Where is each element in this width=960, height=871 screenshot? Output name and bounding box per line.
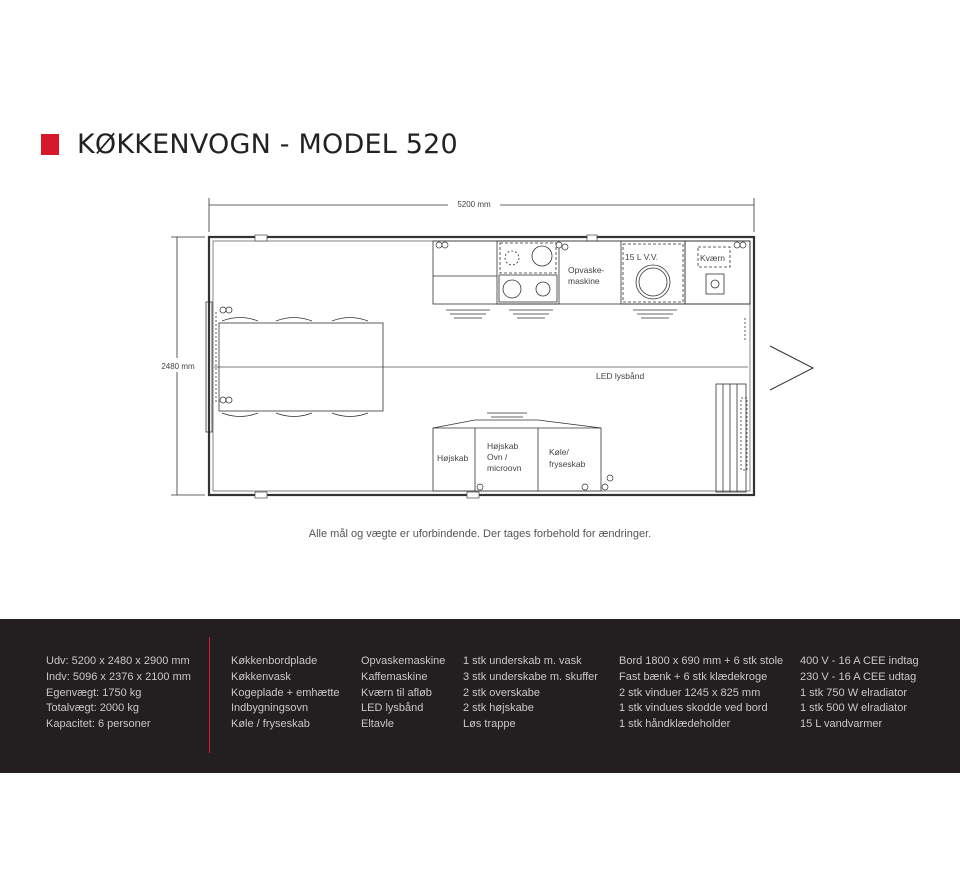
wall-openings [255,235,597,498]
spec-item: 1 stk 500 W elradiator [800,702,907,715]
dishwasher-label-1: Opvaske- [568,265,605,275]
tall-cabinet-label: Højskab [437,453,469,463]
spec-item: 1 stk 750 W elradiator [800,686,907,699]
spec-col-furniture [619,654,783,733]
spec-item: 400 V - 16 A CEE indtag [800,655,919,667]
electric-panel [716,384,747,492]
spec-item: Kaffemaskine [361,670,428,683]
spec-item: Løs trappe [463,718,516,731]
spec-item: Kværn til afløb [361,686,432,699]
spec-item: Opvaskemaskine [361,655,446,667]
width-label: 5200 mm [457,200,491,209]
sink [499,275,557,302]
spec-item: Køkkenvask [231,670,291,683]
spec-item: Indv: 5096 x 2376 x 2100 mm [46,670,191,683]
oven-label-2: Ovn / [487,452,508,462]
fridge-label-1: Køle/ [549,447,569,457]
spec-item: 1 stk håndklædeholder [619,718,731,731]
spec-col-electrical [800,654,919,733]
fridge-label-2: fryseskab [549,459,586,469]
entrance-arrow [770,346,813,390]
spec-col-dimensions [46,654,191,733]
spec-item: 230 V - 16 A CEE udtag [800,670,917,683]
spec-col-equipment [361,654,445,733]
spec-item: LED lysbånd [361,702,424,715]
spec-divider [209,637,210,753]
spec-item: Køle / fryseskab [231,718,310,731]
spec-item: Kapacitet: 6 personer [46,718,151,731]
spec-item: 2 stk vinduer 1245 x 825 mm [619,686,761,699]
spec-item: Egenvægt: 1750 kg [46,686,142,699]
counter-sockets [436,242,746,250]
spec-col-cabinets [463,654,598,733]
water-heater-label: 15 L V.V. [625,252,659,262]
table-sockets [220,307,232,403]
height-label: 2480 mm [161,362,195,371]
spec-item: 2 stk højskabe [463,702,534,715]
bottom-sockets [477,475,613,490]
spec-item: 1 stk vindues skodde ved bord [619,702,768,715]
spec-item: Bord 1800 x 690 mm + 6 stk stole [619,655,784,667]
wall-cabinet-lines [446,310,677,318]
spec-item: 2 stk overskabe [463,686,541,699]
spec-item: Indbygningsovn [231,702,309,715]
page-title: KØKKENVOGN - MODEL 520 [77,128,458,160]
hob [500,243,556,273]
tall-cabinet-top-lines [487,413,527,417]
spec-item: 15 L vandvarmer [800,718,883,731]
spec-col-appliances [231,654,340,733]
dishwasher-label-2: maskine [568,276,600,286]
spec-item: Eltavle [361,718,395,731]
spec-item: Køkkenbordplade [231,655,318,667]
spec-item: Udv: 5200 x 2480 x 2900 mm [46,655,190,667]
spec-item: 3 stk underskabe m. skuffer [463,670,598,683]
spec-item: Fast bænk + 6 stk klædekroge [619,670,768,683]
oven-label-1: Højskab [487,441,519,451]
led-label: LED lysbånd [596,371,645,381]
spec-item: Kogeplade + emhætte [231,686,340,699]
disclaimer: Alle mål og vægte er uforbindende. Der tages forbehold for ændringer. [308,528,652,540]
grinder-label: Kværn [700,253,726,263]
oven-label-3: microovn [487,463,522,473]
spec-item: 1 stk underskab m. vask [463,655,582,667]
spec-panel [0,619,960,773]
spec-item: Totalvægt: 2000 kg [46,702,139,715]
